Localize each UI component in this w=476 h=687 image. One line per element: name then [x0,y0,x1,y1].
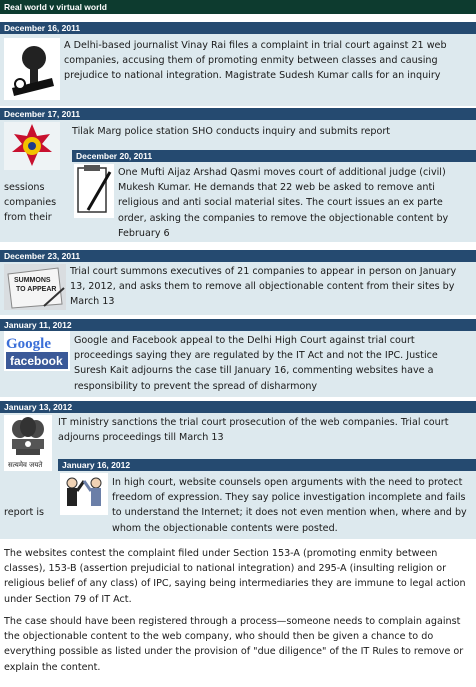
svg-text:सत्यमेव जयते: सत्यमेव जयते [8,461,43,469]
entry-date: January 11, 2012 [0,319,476,331]
entry-date: December 16, 2011 [0,22,476,34]
entry-side-text: sessions companies from their [4,182,57,224]
entry-date: January 13, 2012 [0,401,476,413]
entry-text: Trial court summons executives of 21 companies to appear in person on January 13, 2012, and asks them to remove all objectionable content from their sites by March 13 [70,266,457,308]
timeline-entry-6 [0,401,476,539]
entry-text: IT ministry sanctions the trial court prosecution of the web companies. Trial court adjourns proceedings till March 13 [58,417,449,444]
entry-text: A Delhi-based journalist Vinay Rai files a complaint in trial court against 21 web companies, accusing them of promoting enmity between classes and causing prejudice to national integration. Magistrate Sudesh Kumar calls for an inquiry [64,40,447,82]
timeline-entry-5 [0,319,476,397]
ashoka-emblem-icon [4,415,52,471]
page-title: Real world v virtual world [0,0,476,14]
journalist-icon [4,38,60,100]
notepad-pen-icon [74,164,114,218]
entry-text: One Mufti Aijaz Arshad Qasmi moves court of additional judge (civil) Mukesh Kumar. He demands that 22 web be asked to remove anti religious and anti social material sites. The court issues an ex parte order, asking the companies to remove the objectionable content by February 6 [118,167,449,239]
timeline-entry-4 [0,250,476,315]
svg-text:TO APPEAR: TO APPEAR [16,286,57,293]
entry-date: January 16, 2012 [58,459,476,471]
entry-text: In high court, website counsels open arguments with the need to protect freedom of expression. They say police investigation incomplete and fails to understand the Internet; it does not even mention when, where and by whom the objectionable contents were posted. [112,477,467,534]
body-paragraph: The websites contest the complaint filed under Section 153-A (promoting enmity between classes), 153-B (assertion prejudicial to national integration) and 295-A (insulting religion or religious belief of any class) of IPC, saying being intermediaries they are immune to legal action under Section 79 of IT Act. [4,548,466,605]
courtroom-cartoon-icon [60,473,108,515]
google-facebook-logos-icon [4,331,70,371]
police-emblem-icon [4,122,60,170]
body-paragraph: The case should have been registered through a process—someone needs to complain against the objectionable content to the web company, who should then be given a chance to do everything possible as listed under the provision of "due diligence" of the IT Rules to remove or explain the content. [4,616,464,673]
timeline-entry-1 [0,22,476,106]
svg-text:Google: Google [6,336,51,352]
svg-text:SUMMONS: SUMMONS [14,277,51,284]
entry-date: December 23, 2011 [0,250,476,262]
entry-side-text: report is [4,507,45,518]
entry-text: Google and Facebook appeal to the Delhi High Court against trial court proceedings saying they are regulated by the IT Act and not the IPC. Justice Suresh Kait adjourns the case till January 16, commenting websites have a responsibility to prevent the spread of disharmony [74,335,438,392]
svg-text:facebook: facebook [10,354,63,368]
entry-date: December 17, 2011 [0,108,476,120]
entry-date: December 20, 2011 [72,150,476,162]
timeline-entry-2 [0,108,476,242]
entry-text: Tilak Marg police station SHO conducts inquiry and submits report [72,126,391,137]
summons-document-icon [4,264,66,310]
